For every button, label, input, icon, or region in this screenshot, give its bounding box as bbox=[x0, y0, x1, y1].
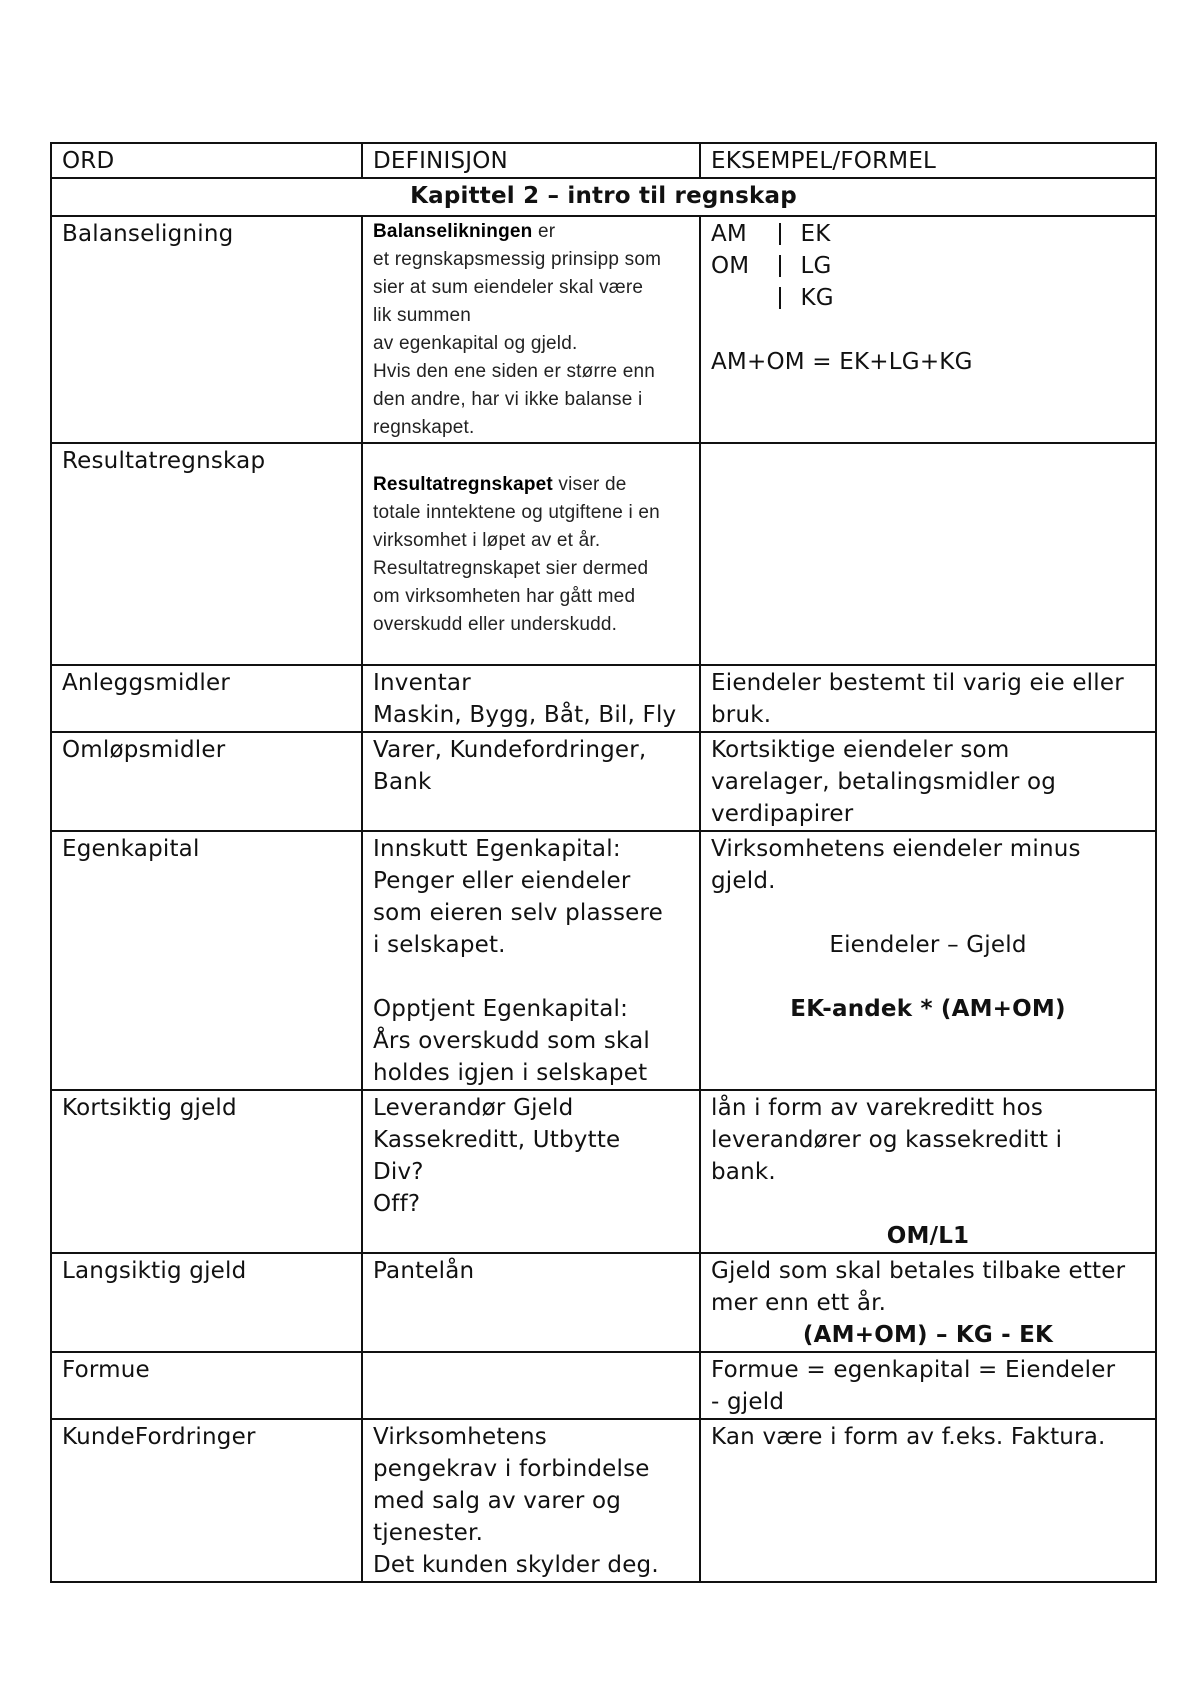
definition-line: virksomhet i løpet av et år. bbox=[373, 530, 601, 551]
balance-divider bbox=[779, 223, 781, 245]
table-row bbox=[51, 831, 1156, 1090]
definition-rest: viser de bbox=[552, 474, 627, 495]
definition-bold: Resultatregnskapet bbox=[373, 474, 553, 495]
definition-line: et regnskapsmessig prinsipp som bbox=[373, 249, 662, 270]
balance-left: OM bbox=[711, 253, 750, 279]
definition-line: overskudd eller underskudd. bbox=[373, 614, 618, 635]
definition bbox=[362, 732, 700, 831]
term: Anleggsmidler bbox=[51, 665, 362, 732]
example-line: mer enn ett år. bbox=[711, 1290, 887, 1316]
example bbox=[700, 443, 1156, 665]
term: Egenkapital bbox=[51, 831, 362, 1090]
definition-line: Pantelån bbox=[373, 1258, 475, 1284]
chapter-title: Kapittel 2 – intro til regnskap bbox=[51, 178, 1156, 216]
table-row bbox=[51, 732, 1156, 831]
definition bbox=[362, 1253, 700, 1352]
example-line: Eiendeler bestemt til varig eie eller bbox=[711, 670, 1124, 696]
definition bbox=[362, 1419, 700, 1582]
definition-line: Innskutt Egenkapital: bbox=[373, 836, 621, 862]
header-eksempel: EKSEMPEL/FORMEL bbox=[700, 143, 1156, 178]
header-row bbox=[51, 143, 1156, 178]
example bbox=[700, 1419, 1156, 1582]
example-line: Virksomhetens eiendeler minus bbox=[711, 836, 1081, 862]
term: Kortsiktig gjeld bbox=[51, 1090, 362, 1253]
example bbox=[700, 1090, 1156, 1253]
definition-line: Resultatregnskapet sier dermed bbox=[373, 558, 649, 579]
definition-line: Virksomhetens bbox=[373, 1424, 547, 1450]
balance-right: EK bbox=[800, 221, 831, 247]
definition-line: Hvis den ene siden er større enn bbox=[373, 361, 656, 382]
balance-divider bbox=[779, 255, 781, 277]
example-line: Kan være i form av f.eks. Faktura. bbox=[711, 1424, 1106, 1450]
definition-line: som eieren selv plassere bbox=[373, 900, 663, 926]
example-line: verdipapirer bbox=[711, 801, 854, 827]
definition-line: Div? bbox=[373, 1159, 424, 1185]
definition bbox=[362, 443, 700, 665]
example-line: gjeld. bbox=[711, 868, 776, 894]
definition-text bbox=[373, 445, 689, 639]
balance-line bbox=[711, 282, 1145, 314]
example-line: - gjeld bbox=[711, 1389, 785, 1415]
definition-line: sier at sum eiendeler skal være bbox=[373, 277, 644, 298]
term: KundeFordringer bbox=[51, 1419, 362, 1582]
example bbox=[700, 732, 1156, 831]
example-line: Gjeld som skal betales tilbake etter bbox=[711, 1258, 1126, 1284]
definition-line: holdes igjen i selskapet bbox=[373, 1060, 648, 1086]
balance-divider bbox=[779, 287, 781, 309]
definition bbox=[362, 216, 700, 443]
example-line: Formue = egenkapital = Eiendeler bbox=[711, 1357, 1116, 1383]
table-row bbox=[51, 1253, 1156, 1352]
definition-line: av egenkapital og gjeld. bbox=[373, 333, 578, 354]
definition bbox=[362, 1090, 700, 1253]
definition-line: med salg av varer og bbox=[373, 1488, 622, 1514]
table-row bbox=[51, 1352, 1156, 1419]
definition-line: Års overskudd som skal bbox=[373, 1028, 651, 1054]
table-row bbox=[51, 665, 1156, 732]
header-definisjon: DEFINISJON bbox=[362, 143, 700, 178]
table-row bbox=[51, 1090, 1156, 1253]
table-row bbox=[51, 443, 1156, 665]
example-line: Kortsiktige eiendeler som bbox=[711, 737, 1010, 763]
example-line: lån i form av varekreditt hos bbox=[711, 1095, 1044, 1121]
table-row bbox=[51, 216, 1156, 443]
definition-rest: er bbox=[532, 221, 556, 242]
term: Resultatregnskap bbox=[51, 443, 362, 665]
definition-line: Det kunden skylder deg. bbox=[373, 1552, 659, 1578]
glossary-table bbox=[50, 142, 1157, 1583]
definition bbox=[362, 1352, 700, 1419]
example-formula-bold: OM/L1 bbox=[886, 1223, 970, 1249]
definition-line: Opptjent Egenkapital: bbox=[373, 996, 629, 1022]
example-line: leverandører og kassekreditt i bbox=[711, 1127, 1063, 1153]
definition-line: Leverandør Gjeld bbox=[373, 1095, 574, 1121]
term: Formue bbox=[51, 1352, 362, 1419]
header-ord: ORD bbox=[51, 143, 362, 178]
definition bbox=[362, 665, 700, 732]
definition-line: Penger eller eiendeler bbox=[373, 868, 631, 894]
definition-bold: Balanselikningen bbox=[373, 221, 533, 242]
example-line: bank. bbox=[711, 1159, 776, 1185]
definition-line: om virksomheten har gått med bbox=[373, 586, 636, 607]
balance-right: LG bbox=[800, 253, 832, 279]
example bbox=[700, 831, 1156, 1090]
definition bbox=[362, 831, 700, 1090]
definition-line: pengekrav i forbindelse bbox=[373, 1456, 650, 1482]
definition-line: Maskin, Bygg, Båt, Bil, Fly bbox=[373, 702, 677, 728]
definition-line: lik summen bbox=[373, 305, 472, 326]
definition-text bbox=[373, 218, 689, 442]
definition-line: regnskapet. bbox=[373, 417, 475, 438]
balance-formula: AM+OM = EK+LG+KG bbox=[711, 349, 973, 375]
chapter-row bbox=[51, 178, 1156, 216]
example-formula-bold: EK-andek * (AM+OM) bbox=[790, 996, 1066, 1022]
balance-left: AM bbox=[711, 221, 747, 247]
definition-line: den andre, har vi ikke balanse i bbox=[373, 389, 643, 410]
example bbox=[700, 1352, 1156, 1419]
example-line: bruk. bbox=[711, 702, 772, 728]
example-line: varelager, betalingsmidler og bbox=[711, 769, 1057, 795]
term: Balanseligning bbox=[51, 216, 362, 443]
definition-line: totale inntektene og utgiftene i en bbox=[373, 502, 660, 523]
definition-line: i selskapet. bbox=[373, 932, 506, 958]
example-formula-bold: (AM+OM) – KG - EK bbox=[802, 1322, 1054, 1348]
definition-line: Kassekreditt, Utbytte bbox=[373, 1127, 621, 1153]
table-row bbox=[51, 1419, 1156, 1582]
definition-line: Inventar bbox=[373, 670, 471, 696]
example bbox=[700, 216, 1156, 443]
term: Omløpsmidler bbox=[51, 732, 362, 831]
definition-line: Bank bbox=[373, 769, 432, 795]
definition-line: Varer, Kundefordringer, bbox=[373, 737, 647, 763]
definition-line: Off? bbox=[373, 1191, 421, 1217]
balance-line bbox=[711, 250, 1145, 282]
example bbox=[700, 1253, 1156, 1352]
example-formula: Eiendeler – Gjeld bbox=[829, 932, 1027, 958]
example bbox=[700, 665, 1156, 732]
term: Langsiktig gjeld bbox=[51, 1253, 362, 1352]
definition-line: tjenester. bbox=[373, 1520, 484, 1546]
balance-line bbox=[711, 218, 1145, 250]
balance-right: KG bbox=[800, 285, 834, 311]
